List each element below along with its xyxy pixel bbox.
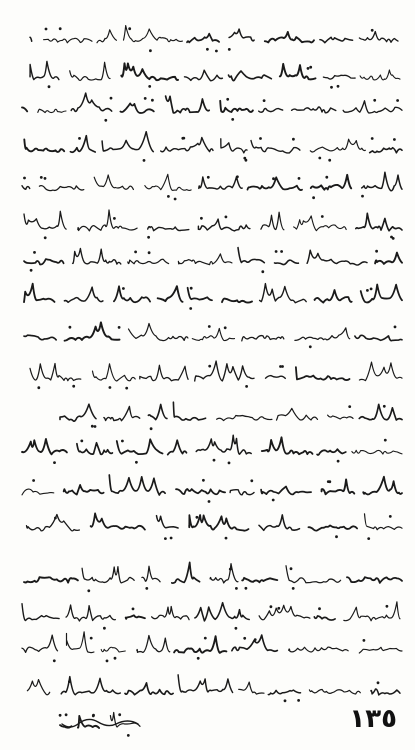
ink-stroke [178,254,232,265]
ink-dot [48,85,51,88]
ink-stroke [30,61,59,79]
ink-dot [127,734,130,737]
ink-stroke [77,443,113,455]
ink-dot [375,250,378,253]
ink-dot [361,195,364,198]
ink-dot [196,516,199,519]
ink-stroke [323,75,355,79]
ink-dot [53,659,56,662]
ink-dot [337,460,340,463]
ink-dot [328,159,331,162]
ink-dot [150,427,153,430]
ink-stroke [39,186,83,191]
handwritten-line [24,210,402,240]
ink-dot [384,439,387,442]
ink-dot [128,27,131,30]
ink-dot [59,714,62,717]
ink-dot [54,517,57,520]
ink-stroke [104,407,140,421]
ink-stroke [24,284,55,302]
ink-stroke [78,210,137,231]
ink-dot [309,66,312,69]
ink-dot [87,589,90,592]
ink-stroke [363,477,402,495]
ink-dot [106,660,109,663]
ink-dot [30,269,33,272]
ink-dot [366,289,369,292]
ink-dot [335,535,338,538]
ink-stroke [286,566,341,583]
ink-stroke [109,475,165,495]
ink-dot [321,215,324,218]
ink-stroke [365,514,403,530]
ink-dot [228,462,231,465]
ink-stroke [70,136,95,153]
ink-dot [270,605,273,608]
handwritten-line [30,61,400,88]
ink-dot [363,639,366,642]
ink-stroke [311,175,351,190]
ink-dot [318,607,321,610]
ink-dot [371,137,374,140]
ink-stroke [314,616,335,620]
handwritten-line [24,248,402,274]
ink-stroke [359,647,402,653]
ink-stroke [222,299,252,303]
ink-dot [245,385,248,388]
ink-stroke [261,487,311,495]
handwritten-line [60,402,402,430]
ink-stroke [198,219,250,231]
handwritten-line [27,513,403,540]
ink-stroke [66,605,115,621]
ink-dot [312,196,315,199]
ink-dot [33,251,36,254]
ink-dot [371,29,374,32]
ink-stroke [295,328,350,341]
ink-dot [235,587,238,590]
ink-stroke [24,577,78,582]
ink-dot [280,250,283,253]
ink-stroke [176,489,225,494]
ink-dot [277,607,280,610]
ink-dot [207,176,210,179]
ink-dot [235,627,238,630]
ink-dot [243,637,246,640]
ink-stroke [259,515,300,530]
ink-stroke [277,408,318,420]
ink-dot [215,50,218,53]
ink-dot [134,251,137,254]
ink-dot [208,325,211,328]
ink-stroke [229,71,272,81]
ink-stroke [375,253,402,264]
ink-dot [231,118,234,121]
handwritten-line [24,322,402,348]
ink-dot [23,177,26,180]
ink-stroke [266,376,286,379]
ink-dot [78,137,81,140]
ink-dot [144,97,147,100]
ink-dot [148,251,151,254]
ink-stroke [315,290,352,303]
ink-dot [263,99,266,102]
ink-dot [206,48,209,51]
ink-stroke [268,690,300,695]
ink-stroke [265,32,314,43]
ink-stroke [22,635,58,652]
ink-dot [182,137,185,140]
ink-dot [143,159,146,162]
ink-stroke [97,30,116,43]
ink-dot [121,440,124,443]
ink-dot [272,177,275,180]
ink-dot [318,157,321,160]
ink-stroke [229,29,254,41]
ink-stroke [158,286,183,302]
ink-stroke [251,141,300,153]
ink-stroke [344,602,400,621]
ink-dot [40,176,43,179]
ink-stroke [352,450,402,454]
ink-dot [225,216,228,219]
ink-stroke [343,101,402,113]
ink-stroke [73,249,121,265]
ink-dot [389,515,392,518]
handwritten-line [22,602,400,630]
ink-dot [68,680,71,683]
handwritten-line [22,172,402,200]
ink-dot [245,587,248,590]
ink-dot [348,405,351,408]
ink-stroke [187,34,219,43]
ink-stroke [157,516,179,528]
ink-stroke [359,362,402,381]
ink-stroke [152,607,190,620]
ink-stroke [24,139,64,152]
ink-dot [37,386,40,389]
ink-dot [373,99,376,102]
ink-stroke [129,324,188,341]
ink-stroke [166,96,210,113]
ink-dot [297,699,300,702]
ink-stroke [317,449,346,455]
ink-stroke [142,566,160,582]
ink-dot [229,568,232,571]
ink-dot [383,405,386,408]
handwritten-line [22,435,402,464]
ink-dot [149,49,152,52]
ink-dot [147,236,150,239]
ink-stroke [148,227,189,231]
ink-dot [370,288,373,291]
ink-dot [197,657,200,660]
ink-dot [236,175,239,178]
ink-stroke [262,437,313,454]
ink-stroke [221,139,247,153]
ink-dot [151,99,154,102]
ink-dot [254,638,257,641]
ink-dot [204,637,207,640]
ink-stroke [65,322,120,340]
ink-stroke [22,439,67,454]
ink-dot [272,499,275,502]
ink-dot [377,681,380,684]
ink-stroke [195,361,254,381]
ink-dot [80,440,83,443]
handwritten-line [22,475,402,503]
ink-stroke [275,260,299,264]
ink-stroke [260,284,307,303]
ink-stroke [137,636,170,653]
ink-dot [292,138,295,141]
ink-stroke [64,287,103,302]
ink-dot [145,587,148,590]
ink-dot [174,198,177,201]
ink-stroke [242,578,277,582]
ink-stroke [61,677,120,695]
ink-dot [228,48,231,51]
ink-stroke [64,485,104,495]
ink-stroke [44,38,92,42]
ink-stroke [220,101,253,112]
ink-dot [275,250,278,253]
handwritten-line [30,26,398,53]
ink-stroke [101,647,125,652]
signature-stroke [62,719,138,727]
handwritten-line [22,632,402,663]
ink-stroke [261,212,284,230]
ink-stroke [259,605,310,619]
ink-dot [90,637,93,640]
ink-dot [44,236,47,239]
ink-dot [327,480,330,483]
ink-dot [53,461,56,464]
ink-dot [164,537,167,540]
ink-dot [290,567,293,570]
ink-dot [118,326,121,329]
ink-dot [396,99,399,102]
ink-stroke [121,63,178,80]
ink-stroke [22,186,30,190]
ink-dot [367,537,370,540]
ink-stroke [359,404,402,420]
ink-stroke [70,62,110,80]
ink-stroke [102,132,153,152]
ink-dot [190,287,193,290]
handwritten-line [59,713,140,737]
ink-dot [261,270,264,273]
ink-stroke [125,683,173,695]
ink-stroke [239,682,264,694]
ink-stroke [217,416,272,421]
ink-dot [292,587,295,590]
ink-dot [122,287,125,290]
ink-dot [390,236,393,239]
ink-stroke [188,288,212,300]
ink-stroke [199,177,242,189]
ink-dot [114,657,117,660]
ink-dot [72,385,75,388]
ink-dot [259,137,262,140]
ink-dot [125,387,128,390]
ink-stroke [24,211,66,229]
ink-dot [243,157,246,160]
ink-stroke [128,259,169,263]
ink-dot [44,177,47,180]
ink-stroke [296,367,350,380]
ink-stroke [196,435,251,454]
ink-stroke [347,577,402,583]
handwritten-line [30,361,402,389]
ink-dot [91,425,94,428]
handwritten-line [22,93,402,122]
ink-dot [113,217,116,220]
ink-dot [167,195,170,198]
ink-dot [309,345,312,348]
ink-stroke [360,70,400,80]
ink-stroke [195,603,249,621]
ink-stroke [30,364,81,381]
ink-dot [104,119,107,122]
ink-stroke [174,636,226,653]
ink-stroke [242,336,284,341]
ink-stroke [289,647,349,652]
ink-stroke [210,564,238,583]
page-number: ١٣٥ [349,704,397,734]
ink-stroke [145,174,191,190]
ink-stroke [38,109,66,112]
ink-dot [110,97,113,100]
ink-dot [325,176,328,179]
ink-stroke [124,26,183,42]
ink-dot [45,28,48,31]
ink-stroke [292,107,336,113]
ink-dot [109,386,112,389]
ink-dot [298,177,301,180]
ink-dot [92,715,95,718]
ink-dot [202,479,205,482]
handwritten-line [24,132,402,162]
ink-dot [281,365,284,368]
ink-stroke [60,404,96,421]
ink-stroke [232,635,277,651]
ink-dot [226,98,229,101]
ink-dot [69,326,72,329]
ink-dot [94,425,97,428]
ink-dot [330,86,333,89]
ink-dot [250,479,253,482]
ink-stroke [322,479,355,494]
ink-stroke [371,689,400,695]
ink-stroke [22,604,59,621]
ink-stroke [173,402,205,420]
ink-stroke [238,248,264,263]
ink-stroke [27,680,49,695]
ink-stroke [172,562,200,583]
ink-stroke [148,405,167,420]
ink-stroke [362,172,402,190]
ink-stroke [259,108,283,112]
ink-stroke [82,567,134,583]
ink-dot [200,217,203,220]
ink-stroke [294,216,347,231]
ink-stroke [185,70,223,81]
ink-stroke [24,335,56,340]
ink-stroke [94,175,133,190]
ink-dot [132,608,135,611]
ink-dot [103,627,106,630]
ink-dot [337,85,340,88]
ink-dot [135,461,138,464]
ink-dot [65,713,68,716]
ink-stroke [328,415,354,419]
ink-dot [225,537,228,540]
ink-stroke [126,615,145,619]
ink-dot [32,479,35,482]
ink-stroke [93,364,136,381]
ink-stroke [320,37,353,42]
ink-dot [393,138,396,141]
ink-dot [213,459,216,462]
ink-stroke [309,689,360,694]
ink-dot [170,537,173,540]
ink-stroke [22,107,27,111]
ink-stroke [140,365,188,381]
ink-dot [208,365,211,368]
ink-dot [224,326,227,329]
ink-dot [386,605,389,608]
ink-dot [208,500,211,503]
ink-dot [118,713,121,716]
ink-stroke [361,285,402,303]
ink-stroke [178,675,233,693]
ink-dot [284,699,287,702]
ink-stroke [114,286,150,302]
handwritten-line [27,675,400,702]
ink-stroke [24,259,64,264]
ink-stroke [356,213,402,231]
ink-dot [189,307,192,310]
handwritten-line [24,284,402,310]
ink-stroke [27,515,80,531]
ink-stroke [91,513,145,529]
ink-stroke [67,632,94,653]
ink-stroke [120,103,153,113]
ink-stroke [310,139,365,152]
ink-stroke [30,37,32,41]
ink-dot [307,67,310,70]
ink-stroke [161,138,213,152]
ink-stroke [192,328,234,340]
ink-dot [148,85,151,88]
ink-stroke [168,440,187,454]
ink-stroke [71,93,112,111]
ink-stroke [307,250,367,265]
ink-stroke [22,489,54,495]
ink-stroke [370,148,402,153]
ink-stroke [359,32,398,43]
ink-stroke [355,335,402,340]
ink-stroke [230,490,254,495]
ink-dot [59,27,62,30]
ink-dot [394,326,397,329]
handwritten-line [24,562,402,592]
ink-stroke [308,525,357,530]
